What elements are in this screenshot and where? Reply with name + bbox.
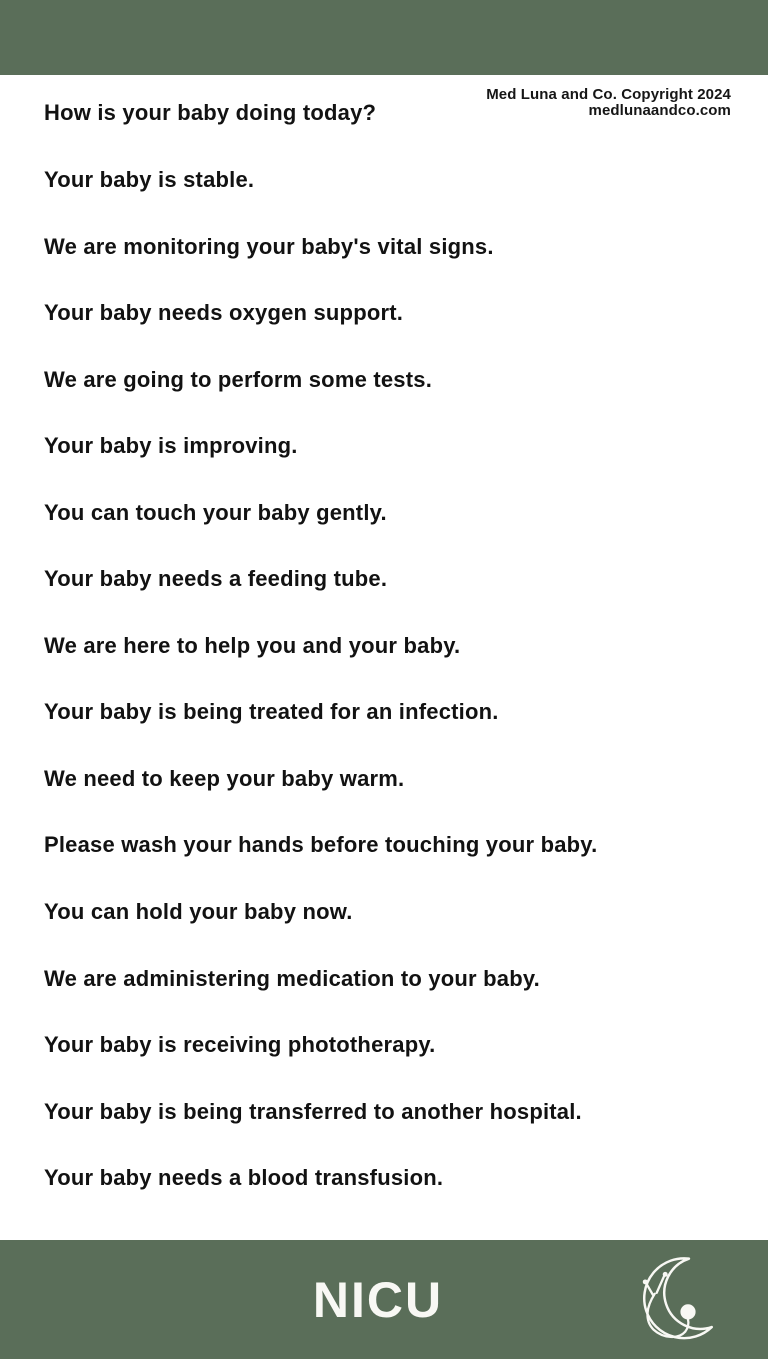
phrase-line: You can hold your baby now.: [44, 898, 353, 924]
phrase-line: Your baby needs a blood transfusion.: [44, 1165, 444, 1191]
crescent-moon-icon: [644, 1258, 712, 1338]
page-title: How is your baby doing today?: [44, 100, 377, 125]
copyright-block: [486, 87, 731, 118]
nicu-wordmark: NICU: [312, 1271, 444, 1328]
copyright-line: Med Luna and Co. Copyright 2024: [486, 86, 731, 103]
phrase-line: We are monitoring your baby's vital signs.: [44, 233, 494, 259]
phrase-line: You can touch your baby gently.: [44, 499, 387, 525]
header-band: [0, 0, 768, 75]
phrase-line: We are here to help you and your baby.: [44, 632, 461, 658]
phrase-list: [44, 147, 748, 1212]
phrase-line: We are administering medication to your baby.: [44, 965, 540, 991]
phrase-line: Your baby is being treated for an infection.: [44, 699, 499, 725]
phrase-line: Your baby is improving.: [44, 433, 298, 459]
phrase-line: Your baby needs a feeding tube.: [44, 566, 388, 592]
phrase-line: Your baby is receiving phototherapy.: [44, 1032, 436, 1058]
phrase-line: Your baby needs oxygen support.: [44, 300, 404, 326]
phrase-line: Your baby is being transferred to another hospital.: [44, 1098, 582, 1124]
phrase-line: We need to keep your baby warm.: [44, 765, 405, 791]
website-url: medlunaandco.com: [588, 101, 731, 119]
stethoscope-chestpiece-icon: [680, 1304, 695, 1319]
moon-stethoscope-logo: [631, 1252, 726, 1347]
phrase-line: We are going to perform some tests.: [44, 366, 433, 392]
phrase-line: Your baby is stable.: [44, 166, 255, 192]
phrase-line: Please wash your hands before touching your baby.: [44, 832, 598, 858]
